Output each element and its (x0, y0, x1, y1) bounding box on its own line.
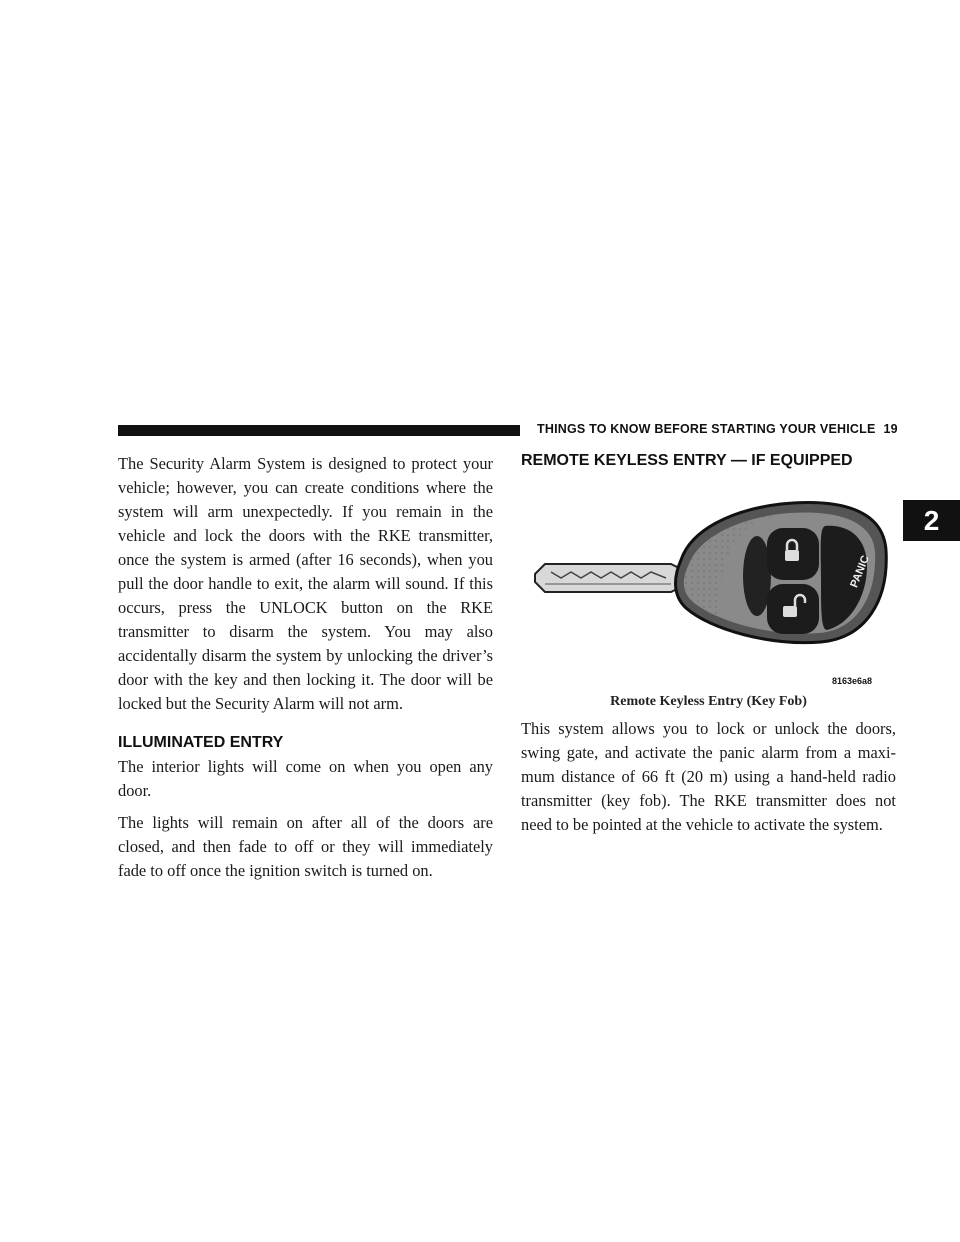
running-header (537, 422, 898, 436)
header-title: THINGS TO KNOW BEFORE STARTING YOUR VEHICLE (537, 422, 876, 436)
page-number: 19 (883, 422, 898, 436)
security-paragraph: The Security Alarm System is designed to protect your vehicle; however, you can create conditions where the system will arm unexpectedly. If you remain in the vehicle and lock the doors with the RKE transmitter, once the system is armed (after 16 seconds), when you pull the door handle to exit, the alarm will sound. If this occurs, press the UNLOCK button on the RKE transmitter to disarm the system. You may also accidentally disarm the system by unlocking the driver’s door with the key and then locking it. The door will be locked but the Security Alarm will not arm. (118, 454, 493, 713)
illuminated-entry-heading: ILLUMINATED ENTRY (118, 734, 284, 751)
illuminated-paragraph-2: The lights will remain on after all of the doors are closed, and then fade to off or they will immediately fade to off once the ignition switch is turned on. (118, 813, 493, 880)
key-blade (535, 564, 683, 592)
key-fob-illustration (521, 490, 896, 690)
left-column (118, 452, 493, 883)
key-fob-figure (521, 490, 896, 690)
fob-head (676, 503, 887, 643)
panic-label: PANIC (848, 553, 872, 590)
figure-code: 8163e6a8 (832, 676, 873, 686)
rke-heading: REMOTE KEYLESS ENTRY — IF EQUIPPED (521, 452, 853, 469)
chapter-tab: 2 (903, 500, 960, 541)
figure-caption: Remote Keyless Entry (Key Fob) (610, 694, 807, 709)
header-rule (118, 425, 520, 436)
right-column-heading-wrap (521, 452, 896, 470)
rke-paragraph: This system allows you to lock or unlock the doors, swing gate, and activate the panic alarm from a maxi-mum distance of 66 ft (20 m) using a hand-held radio transmitter (key fob). The RKE transmitter does not need to be pointed at the vehicle to activate the system. (521, 719, 896, 834)
illuminated-paragraph-1: The interior lights will come on when you open any door. (118, 757, 493, 800)
rke-body (521, 717, 896, 837)
